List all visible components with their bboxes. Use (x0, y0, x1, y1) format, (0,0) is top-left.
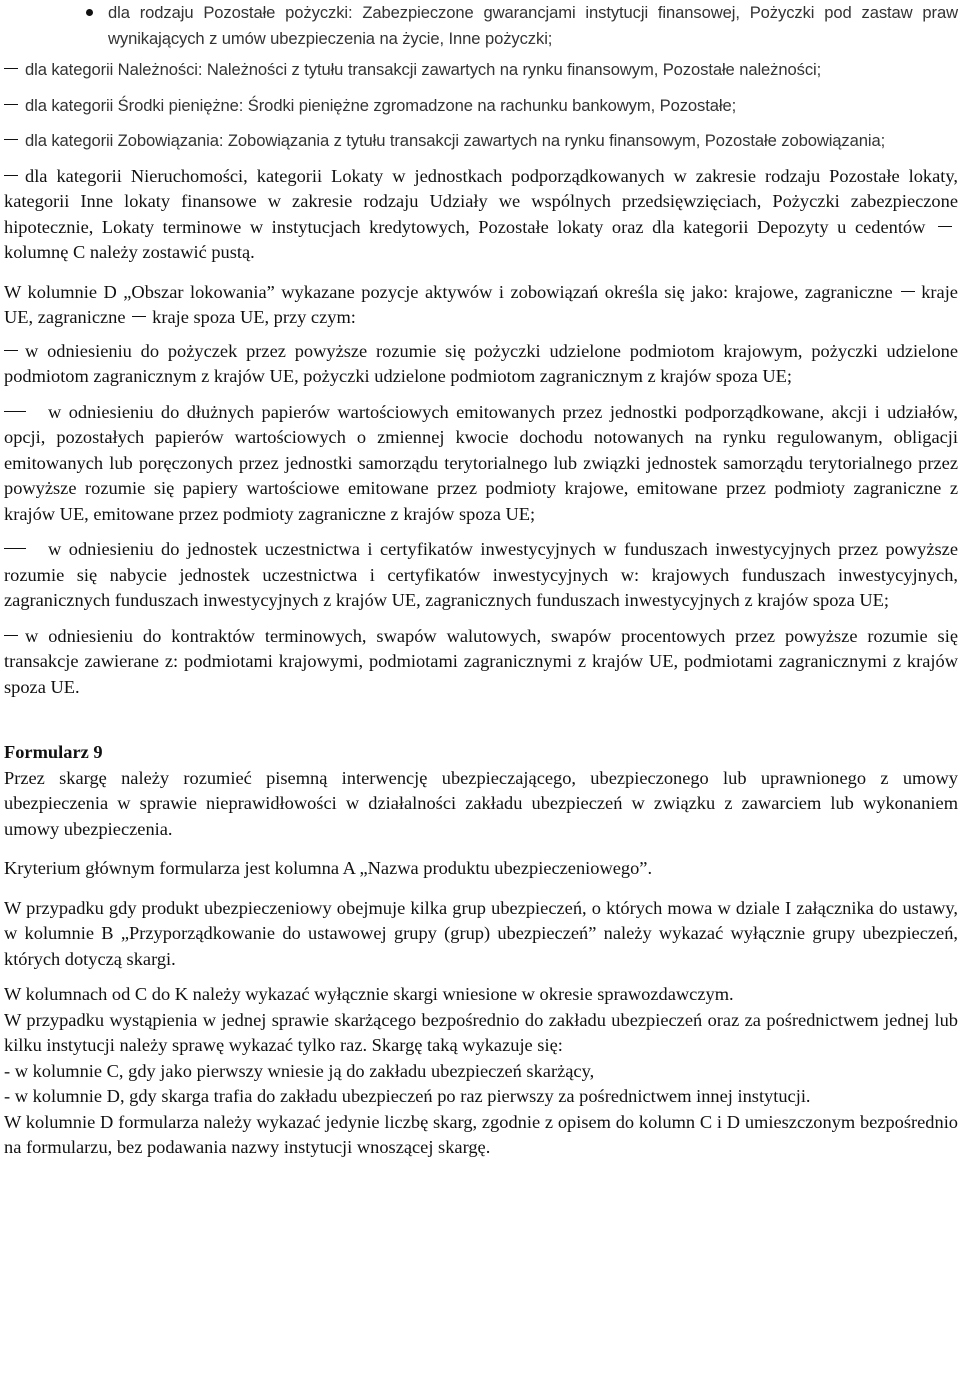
dash-icon (4, 635, 18, 636)
list-item-text: dla kategorii Zobowiązania: Zobowiązania z tytułu transakcji zawartych na rynku finansowym, Pozostałe zobowiązania; (25, 131, 886, 150)
form9-paragraph-criterion: Kryterium głównym formularza jest kolumna A „Nazwa produktu ubezpieczeniowego”. (4, 858, 653, 878)
list-item-zobowiazania (4, 128, 958, 154)
column-d-item-pozyczki (4, 339, 958, 390)
column-d-intro: W kolumnie D „Obszar lokowania” wykazane pozycje aktywów i zobowiązań określa się jako: krajowe, zagraniczne kraje UE, zagraniczne kraje spoza UE, przy czym: (4, 281, 958, 327)
list-item-text: w odniesieniu do dłużnych papierów wartościowych emitowanych przez jednostki podporządkowane, akcji i udziałów, opcji, pozostałych papierów wartościowych o zmiennej kwocie dochodu notowanych na rynku regulowanym, obligacji emitowanych lub poręczonych przez jednostki samorządu terytorialnego lub związki jednostek samorządu terytorialnego przez powyższe rozumie się papiery wartościowe emitowane przez podmioty krajowe, emitowane przez podmioty zagraniczne z krajów UE, emitowane przez podmioty zagraniczne z krajów spoza UE; (4, 401, 958, 524)
dash-icon (4, 350, 18, 351)
form9-paragraph-multiple: W przypadku wystąpienia w jednej sprawie skarżącego bezpośrednio do zakładu ubezpieczeń oraz za pośrednictwem jednej lub kilku instytucji należy sprawę wykazać tylko raz. Skargę taką wykazuje się: (4, 1009, 958, 1055)
dash-icon (938, 226, 952, 227)
form9-paragraph-column-d: - w kolumnie D, gdy skarga trafia do zakładu ubezpieczeń po raz pierwszy za pośrednictwem innej instytucji. (4, 1086, 811, 1106)
bullet-text: dla rodzaju Pozostałe pożyczki: Zabezpieczone gwarancjami instytucji finansowej, Pożyczki pod zastaw praw wynikających z umów ubezpieczenia na życie, Inne pożyczki; (108, 3, 958, 48)
form9-paragraph-groups: W przypadku gdy produkt ubezpieczeniowy obejmuje kilka grup ubezpieczeń, o których mowa w dziale I załącznika do ustawy, w kolumnie B „Przyporządkowanie do ustawowej grupy (grup) ubezpieczeń” należy wykazać wyłącznie grupy ubezpieczeń, których dotyczą skargi. (4, 897, 958, 969)
list-item-srodki (4, 93, 958, 119)
form9-paragraph-column-d-count: W kolumnie D formularza należy wykazać jedynie liczbę skarg, zgodnie z opisem do kolumn C i D umieszczonym bezpośrednio na formularzu, bez podawania nazwy instytucji wnoszącej skargę. (4, 1111, 958, 1157)
dash-icon (132, 316, 146, 317)
column-d-item-papiery (4, 400, 958, 528)
list-item-text: w odniesieniu do jednostek uczestnictwa i certyfikatów inwestycyjnych w funduszach inwestycyjnych przez powyższe rozumie się nabycie jednostek uczestnictwa i certyfikatów inwestycyjnych w: krajowych funduszach inwestycyjnych, zagranicznych funduszach inwestycyjnych z krajów UE, zagranicznych funduszach inwestycyjnych z krajów spoza UE; (4, 539, 958, 610)
bullet-icon (86, 9, 93, 16)
form9-paragraph-columns: W kolumnach od C do K należy wykazać wyłącznie skargi wniesione w okresie sprawozdawczym. (4, 984, 734, 1004)
list-item-tail: kolumnę C należy zostawić pustą. (4, 242, 255, 262)
list-item-nieruchomosci (4, 164, 958, 266)
list-item-text: dla kategorii Należności: Należności z tytułu transakcji zawartych na rynku finansowym, Pozostałe należności; (25, 60, 822, 79)
dash-icon (4, 175, 18, 176)
list-item-text: w odniesieniu do pożyczek przez powyższe rozumie się pożyczki udzielone podmiotom krajowym, pożyczki udzielone podmiotom zagranicznym z krajów UE, pożyczki udzielone podmiotom zagranicznym z krajów spoza UE; (4, 340, 958, 386)
list-item-text: dla kategorii Środki pieniężne: Środki pieniężne zgromadzone na rachunku bankowym, Pozostałe; (25, 95, 737, 115)
list-item-bullet (4, 0, 958, 51)
dash-icon (4, 104, 18, 105)
dash-icon (901, 291, 915, 292)
dash-icon (4, 139, 18, 140)
column-d-item-kontrakty (4, 624, 958, 701)
list-item-text: w odniesieniu do kontraktów terminowych, swapów walutowych, swapów procentowych przez powyższe rozumie się transakcje zawierane z: podmiotami krajowymi, podmiotami zagranicznymi z krajów UE, podmiotami zagranicznymi z krajów spoza UE. (4, 625, 958, 697)
dash-icon (4, 68, 18, 69)
form9-paragraph-column-c: - w kolumnie C, gdy jako pierwszy wniesie ją do zakładu ubezpieczeń skarżący, (4, 1060, 595, 1081)
column-d-item-jednostki (4, 537, 958, 614)
list-item-text: dla kategorii Nieruchomości, kategorii Lokaty w jednostkach podporządkowanych w zakresie rodzaju Pozostałe lokaty, kategorii Inne lokaty finansowe w zakresie rodzaju Udziały we wspólnych przedsięwzięciach, Pożyczki zabezpieczone hipotecznie, Lokaty terminowe w instytucjach kredytowych, Pozostałe lokaty oraz dla kategorii Depozyty u cedentów (4, 165, 958, 237)
dash-icon (4, 411, 26, 412)
list-item-naleznosci (4, 57, 958, 83)
form9-paragraph-definition: Przez skargę należy rozumieć pisemną interwencję ubezpieczającego, ubezpieczonego lub uprawnionego z umowy ubezpieczenia w sprawie nieprawidłowości w działalności zakładu ubezpieczeń w związku z zawarciem lub wykonaniem umowy ubezpieczenia. (4, 767, 958, 839)
dash-icon (4, 548, 26, 549)
form9-heading: Formularz 9 (4, 742, 103, 762)
